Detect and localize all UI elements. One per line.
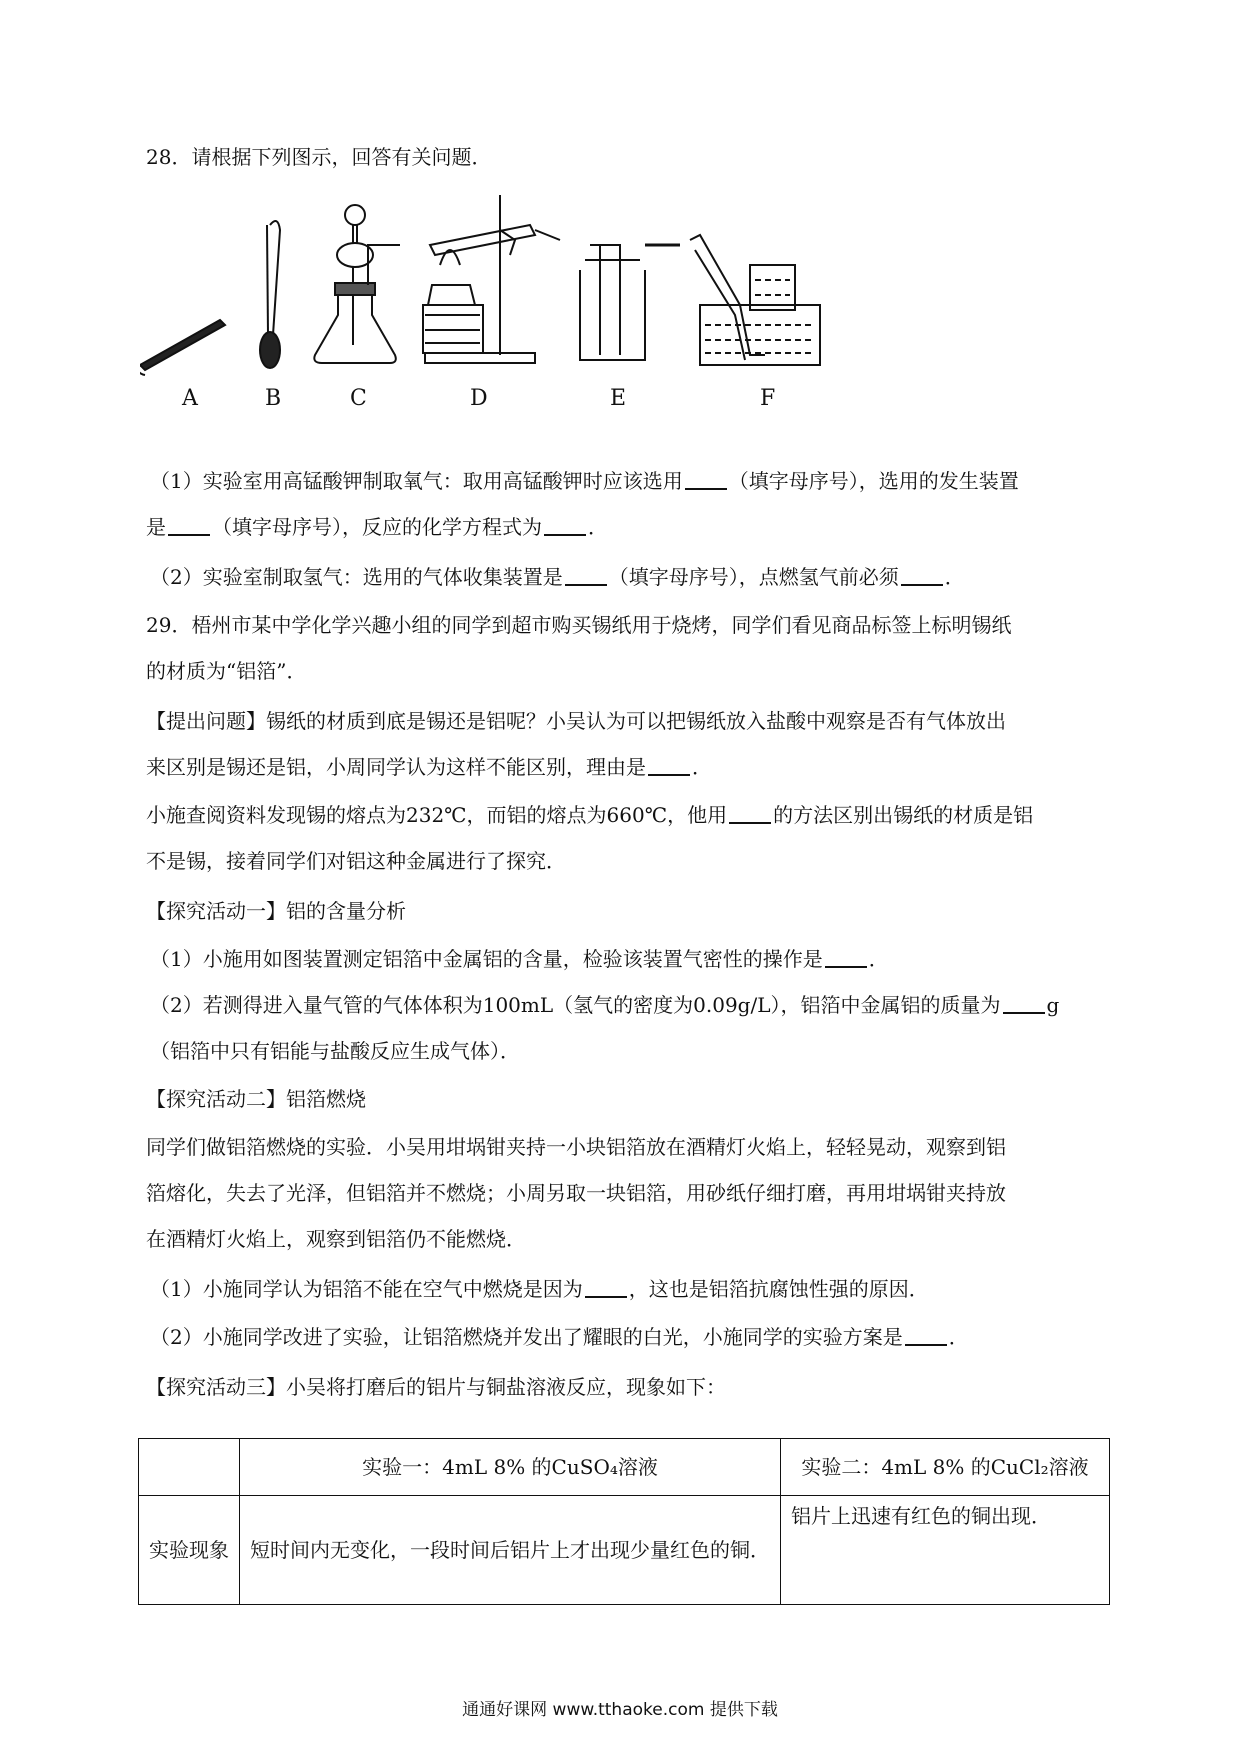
q28-p2-text-b: （填字母序号），点燃氢气前必须 [608, 565, 899, 589]
q28-p2-text-a: （2）实验室制取氢气：选用的气体收集装置是 [150, 565, 563, 589]
q28-part2 [150, 562, 965, 592]
q28-part1-line2 [146, 512, 608, 542]
spoon-icon [260, 221, 280, 368]
q29-question-2 [146, 752, 712, 782]
a1-2-text-b: g [1046, 993, 1060, 1017]
table-header-empty [139, 1439, 240, 1496]
answer-blank[interactable] [825, 946, 867, 968]
q28-p1-text-b: （填字母序号），选用的发生装置 [728, 469, 1019, 493]
q29-statement-2: 不是锡，接着同学们对铝这种金属进行了探究． [146, 849, 566, 873]
answer-blank[interactable] [544, 514, 586, 536]
flask-with-funnel-icon [314, 205, 400, 363]
answer-blank[interactable] [685, 468, 727, 490]
answer-blank[interactable] [565, 564, 607, 586]
page-footer: 通通好课网 www.tthaoke.com 提供下载 [462, 1700, 778, 1720]
table-header-exp2: 实验二：4mL 8% 的CuCl₂溶液 [781, 1439, 1110, 1496]
activity-1-heading: 【探究活动一】铝的含量分析 [146, 899, 406, 923]
activity-2-text-3: 在酒精灯火焰上，观察到铝箔仍不能燃烧． [146, 1227, 526, 1251]
label-c: C [350, 386, 367, 411]
table-header-exp1: 实验一：4mL 8% 的CuSO₄溶液 [240, 1439, 781, 1496]
answer-blank[interactable] [1003, 992, 1045, 1014]
label-e: E [610, 386, 627, 411]
q28-title: 28．请根据下列图示，回答有关问题． [146, 145, 492, 169]
answer-blank[interactable] [905, 1324, 947, 1346]
label-f: F [760, 386, 776, 411]
q28-p2-text-c: ． [944, 565, 965, 589]
activity-1-part2 [150, 990, 1059, 1020]
activity-1-note: （铝箔中只有铝能与盐酸反应生成气体）． [150, 1039, 520, 1063]
b4-text-b: ，这也是铝箔抗腐蚀性强的原因． [628, 1277, 929, 1301]
table-header-row [139, 1439, 1110, 1496]
answer-blank[interactable] [729, 802, 771, 824]
water-collection-icon [690, 235, 820, 365]
answer-blank[interactable] [168, 514, 210, 536]
label-b: B [265, 386, 282, 411]
q29-q2-text-a: 来区别是锡还是铝，小周同学认为这样不能区别，理由是 [146, 755, 646, 779]
activity-2-text-2: 箔熔化，失去了光泽，但铝箔并不燃烧；小周另取一块铝箔，用砂纸仔细打磨，再用坩埚钳夹持放 [146, 1181, 1006, 1205]
b5-text-b: ． [948, 1325, 969, 1349]
q29-s1-text-a: 小施查阅资料发现锡的熔点为232℃，而铝的熔点为660℃，他用 [146, 803, 728, 827]
table-row-label: 实验现象 [139, 1496, 240, 1605]
q28-p1-text-e: ． [588, 515, 608, 539]
q28-part1-line1 [150, 466, 1019, 496]
a1-2-text-a: （2）若测得进入量气管的气体体积为100mL（氢气的密度为0.09g/L），铝箔中金属铝的质量为 [150, 993, 1001, 1017]
activity-3-heading: 【探究活动三】小吴将打磨后的铝片与铜盐溶液反应，现象如下： [146, 1375, 726, 1399]
activity-2-text-1: 同学们做铝箔燃烧的实验．小吴用坩埚钳夹持一小块铝箔放在酒精灯火焰上，轻轻晃动，观察到铝 [146, 1135, 1006, 1159]
b5-text-a: （2）小施同学改进了实验，让铝箔燃烧并发出了耀眼的白光，小施同学的实验方案是 [150, 1325, 903, 1349]
table-cell-exp2: 铝片上迅速有红色的铜出现． [781, 1496, 1110, 1605]
activity-1-part1 [150, 944, 889, 974]
q28-p1-text-c: 是 [146, 515, 166, 539]
q28-p1-text-a: （1）实验室用高锰酸钾制取氧气：取用高锰酸钾时应该选用 [150, 469, 683, 493]
a1-1-text-a: （1）小施用如图装置测定铝箔中金属铝的含量，检验该装置气密性的操作是 [150, 947, 823, 971]
answer-blank[interactable] [585, 1276, 627, 1298]
q29-intro-2: 的材质为“铝箔”． [146, 659, 307, 683]
label-a: A [182, 386, 198, 411]
answer-blank[interactable] [648, 754, 690, 776]
q29-statement-1 [146, 800, 1033, 830]
experiment-table [138, 1438, 1110, 1605]
apparatus-figure [140, 195, 940, 455]
q29-question-1: 【提出问题】锡纸的材质到底是锡还是铝呢？小吴认为可以把锡纸放入盐酸中观察是否有气体放出 [146, 709, 1006, 733]
a1-1-text-b: ． [868, 947, 889, 971]
tweezers-icon [140, 320, 225, 375]
heating-apparatus-icon [423, 195, 560, 363]
label-d: D [470, 386, 488, 411]
activity-2-part2 [150, 1322, 969, 1352]
q28-p1-text-d: （填字母序号），反应的化学方程式为 [212, 515, 542, 539]
table-cell-exp1: 短时间内无变化，一段时间后铝片上才出现少量红色的铜． [240, 1496, 781, 1605]
activity-2-heading: 【探究活动二】铝箔燃烧 [146, 1087, 366, 1111]
q29-s1-text-b: 的方法区别出锡纸的材质是铝 [773, 803, 1034, 827]
b4-text-a: （1）小施同学认为铝箔不能在空气中燃烧是因为 [150, 1277, 583, 1301]
q29-intro-1: 29．梧州市某中学化学兴趣小组的同学到超市购买锡纸用于烧烤，同学们看见商品标签上标明锡纸 [146, 613, 1012, 637]
table-row [139, 1496, 1110, 1605]
answer-blank[interactable] [901, 564, 943, 586]
gas-jar-icon [580, 245, 680, 360]
activity-2-part1 [150, 1274, 929, 1304]
q29-q2-text-b: ． [692, 755, 712, 779]
